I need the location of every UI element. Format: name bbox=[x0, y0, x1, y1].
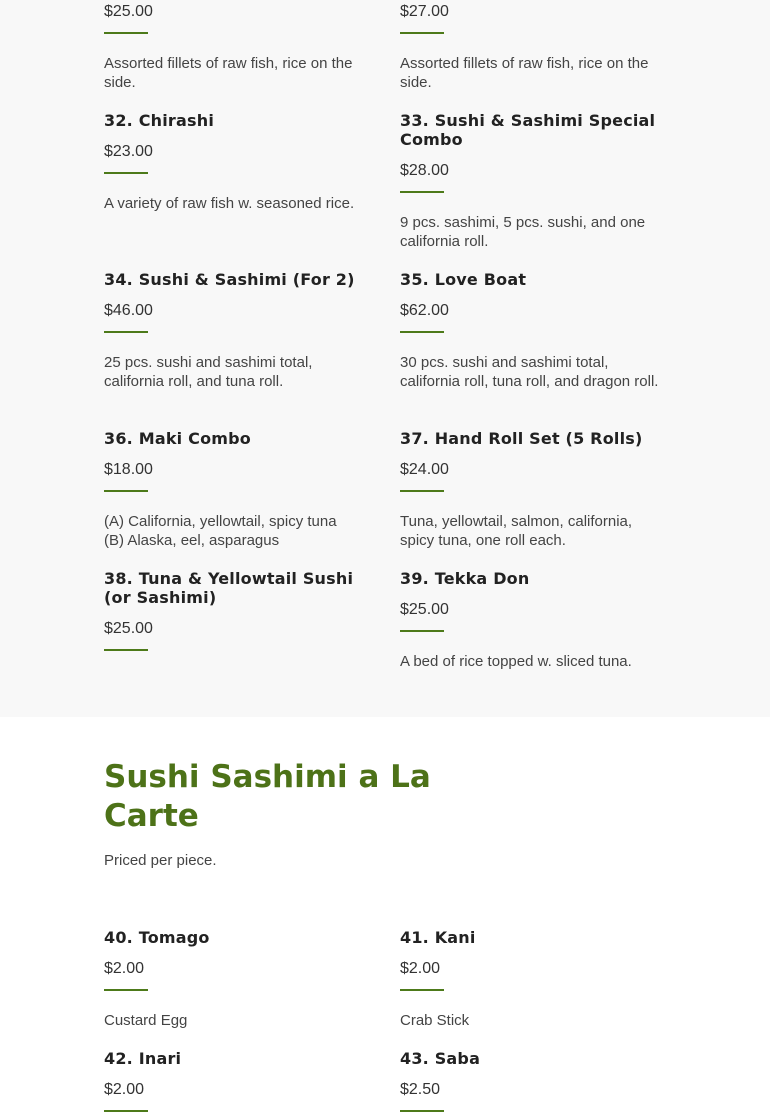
item-price: $62.00 bbox=[400, 302, 449, 319]
item-name: 40. Tomago bbox=[104, 928, 210, 947]
item-name: 32. Chirashi bbox=[104, 111, 215, 130]
item-description: Crab Stick bbox=[400, 1012, 470, 1029]
menu-item-combo-top-right bbox=[400, 2, 666, 92]
menu-item-42 bbox=[104, 1049, 370, 1112]
price-divider bbox=[104, 32, 148, 34]
item-price: $2.00 bbox=[104, 960, 145, 977]
price-divider bbox=[400, 191, 444, 193]
item-name: 35. Love Boat bbox=[400, 270, 527, 289]
item-name: 42. Inari bbox=[104, 1049, 182, 1068]
price-divider bbox=[400, 331, 444, 333]
price-divider bbox=[104, 1110, 148, 1112]
menu-item-36 bbox=[104, 429, 370, 550]
menu-item-38 bbox=[104, 569, 370, 651]
menu-item-combo-top-left bbox=[104, 2, 370, 92]
item-description: 9 pcs. sashimi, 5 pcs. sushi, and one california roll. bbox=[400, 214, 646, 250]
price-divider bbox=[104, 172, 148, 174]
price-divider bbox=[400, 32, 444, 34]
menu-item-33 bbox=[400, 111, 666, 251]
item-price: $18.00 bbox=[104, 461, 153, 478]
menu-item-41 bbox=[400, 928, 666, 1030]
section-title: Sushi Sashimi a La Carte bbox=[104, 759, 431, 834]
price-divider bbox=[400, 490, 444, 492]
menu-item-34 bbox=[104, 270, 370, 391]
menu-item-37 bbox=[400, 429, 666, 550]
price-divider bbox=[400, 630, 444, 632]
item-price: $2.00 bbox=[104, 1081, 145, 1098]
item-description: Assorted fillets of raw fish, rice on the side. bbox=[400, 55, 649, 91]
menu-item-43 bbox=[400, 1049, 666, 1112]
item-price: $25.00 bbox=[104, 3, 153, 20]
item-price: $24.00 bbox=[400, 461, 449, 478]
item-name: 41. Kani bbox=[400, 928, 476, 947]
menu-item-39 bbox=[400, 569, 666, 671]
price-divider bbox=[104, 649, 148, 651]
price-divider bbox=[104, 490, 148, 492]
menu-item-35 bbox=[400, 270, 666, 391]
item-description: A bed of rice topped w. sliced tuna. bbox=[400, 653, 632, 670]
price-divider bbox=[104, 331, 148, 333]
price-divider bbox=[400, 1110, 444, 1112]
item-description-line-1: (A) California, yellowtail, spicy tuna bbox=[104, 513, 337, 530]
item-name: 39. Tekka Don bbox=[400, 569, 530, 588]
menu-item-32 bbox=[104, 111, 370, 213]
item-description: 25 pcs. sushi and sashimi total, california roll, and tuna roll. bbox=[104, 354, 313, 390]
item-description-line-2: (B) Alaska, eel, asparagus bbox=[104, 532, 280, 549]
item-price: $28.00 bbox=[400, 162, 449, 179]
item-name: 43. Saba bbox=[400, 1049, 481, 1068]
item-price: $25.00 bbox=[104, 620, 153, 637]
item-price: $27.00 bbox=[400, 3, 449, 20]
item-name: 38. Tuna & Yellowtail Sushi (or Sashimi) bbox=[104, 569, 354, 607]
item-price: $2.50 bbox=[400, 1081, 441, 1098]
item-price: $23.00 bbox=[104, 143, 153, 160]
section-subtitle: Priced per piece. bbox=[104, 852, 217, 869]
price-divider bbox=[400, 989, 444, 991]
menu-item-40 bbox=[104, 928, 370, 1030]
item-description: Assorted fillets of raw fish, rice on the side. bbox=[104, 55, 353, 91]
item-price: $25.00 bbox=[400, 601, 449, 618]
item-name: 37. Hand Roll Set (5 Rolls) bbox=[400, 429, 643, 448]
item-description: 30 pcs. sushi and sashimi total, california roll, tuna roll, and dragon roll. bbox=[400, 354, 659, 390]
item-description: Custard Egg bbox=[104, 1012, 188, 1029]
item-name: 33. Sushi & Sashimi Special Combo bbox=[400, 111, 656, 149]
item-description: Tuna, yellowtail, salmon, california, spicy tuna, one roll each. bbox=[400, 513, 633, 549]
price-divider bbox=[104, 989, 148, 991]
item-name: 36. Maki Combo bbox=[104, 429, 251, 448]
item-name: 34. Sushi & Sashimi (For 2) bbox=[104, 270, 355, 289]
item-price: $46.00 bbox=[104, 302, 153, 319]
item-description: A variety of raw fish w. seasoned rice. bbox=[104, 195, 355, 212]
item-price: $2.00 bbox=[400, 960, 441, 977]
